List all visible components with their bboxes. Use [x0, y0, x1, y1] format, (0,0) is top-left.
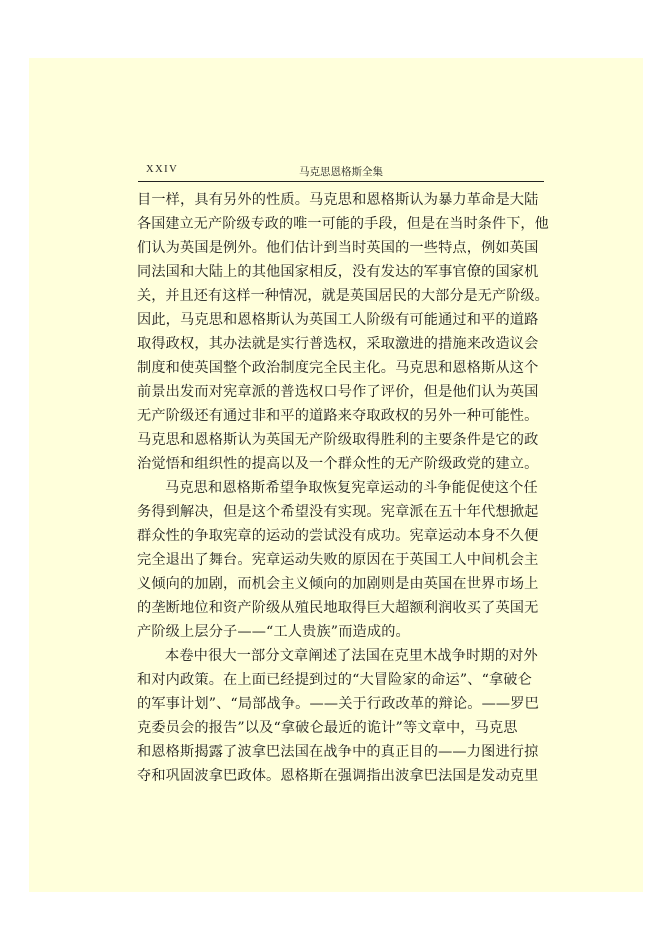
text-line: 产阶级上层分子——“工人贵族”而造成的。: [137, 624, 410, 640]
text-line: 的垄断地位和资产阶级从殖民地取得巨大超额利润收买了英国无: [137, 600, 539, 616]
text-line: 治觉悟和组织性的提高以及一个群众性的无产阶级政党的建立。: [137, 456, 539, 472]
text-line: 前景出发而对宪章派的普选权口号作了评价，但是他们认为英国: [137, 384, 539, 400]
text-line: 务得到解决，但是这个希望没有实现。宪章派在五十年代想掀起: [137, 504, 539, 520]
text-line: 制度和使英国整个政治制度完全民主化。马克思和恩格斯从这个: [137, 360, 539, 376]
paragraph-first-line: 马克思和恩格斯希望争取恢复宪章运动的斗争能促使这个任: [165, 480, 538, 496]
page-number: XXIV: [146, 164, 179, 175]
text-line: 克委员会的报告”以及“拿破仑最近的诡计”等文章中，马克思: [137, 720, 518, 736]
text-line: 完全退出了舞台。宪章运动失败的原因在于英国工人中间机会主: [137, 552, 539, 568]
book-title: 马克思恩格斯全集: [299, 166, 383, 178]
text-line: 们认为英国是例外。他们估计到当时英国的一些特点，例如英国: [137, 240, 539, 256]
text-line: 夺和巩固波拿巴政体。恩格斯在强调指出波拿巴法国是发动克里: [137, 768, 539, 784]
running-header: [138, 163, 544, 182]
text-line: 马克思和恩格斯认为英国无产阶级取得胜利的主要条件是它的政: [137, 432, 539, 448]
text-line: 目一样，具有另外的性质。马克思和恩格斯认为暴力革命是大陆: [137, 192, 539, 208]
text-line: 义倾向的加剧，而机会主义倾向的加剧则是由英国在世界市场上: [137, 576, 539, 592]
text-line: 同法国和大陆上的其他国家相反，没有发达的军事官僚的国家机: [137, 264, 539, 280]
text-line: 各国建立无产阶级专政的唯一可能的手段，但是在当时条件下，他: [137, 216, 549, 232]
text-line: 取得政权，其办法就是实行普选权，采取激进的措施来改造议会: [137, 336, 539, 352]
text-line: 因此，马克思和恩格斯认为英国工人阶级有可能通过和平的道路: [137, 312, 539, 328]
paragraph-first-line: 本卷中很大一部分文章阐述了法国在克里木战争时期的对外: [165, 648, 538, 664]
body-text: [137, 188, 549, 788]
text-line: 和恩格斯揭露了波拿巴法国在战争中的真正目的——力图进行掠: [137, 744, 539, 760]
text-line: 关，并且还有这样一种情况，就是英国居民的大部分是无产阶级。: [137, 288, 549, 304]
text-line: 无产阶级还有通过非和平的道路来夺取政权的另外一种可能性。: [137, 408, 539, 424]
text-line: 的军事计划”、“局部战争。——关于行政改革的辩论。——罗巴: [137, 696, 539, 712]
text-line: 群众性的争取宪章的运动的尝试没有成功。宪章运动本身不久便: [137, 528, 539, 544]
text-line: 和对内政策。在上面已经提到过的“大冒险家的命运”、“拿破仑: [137, 672, 532, 688]
